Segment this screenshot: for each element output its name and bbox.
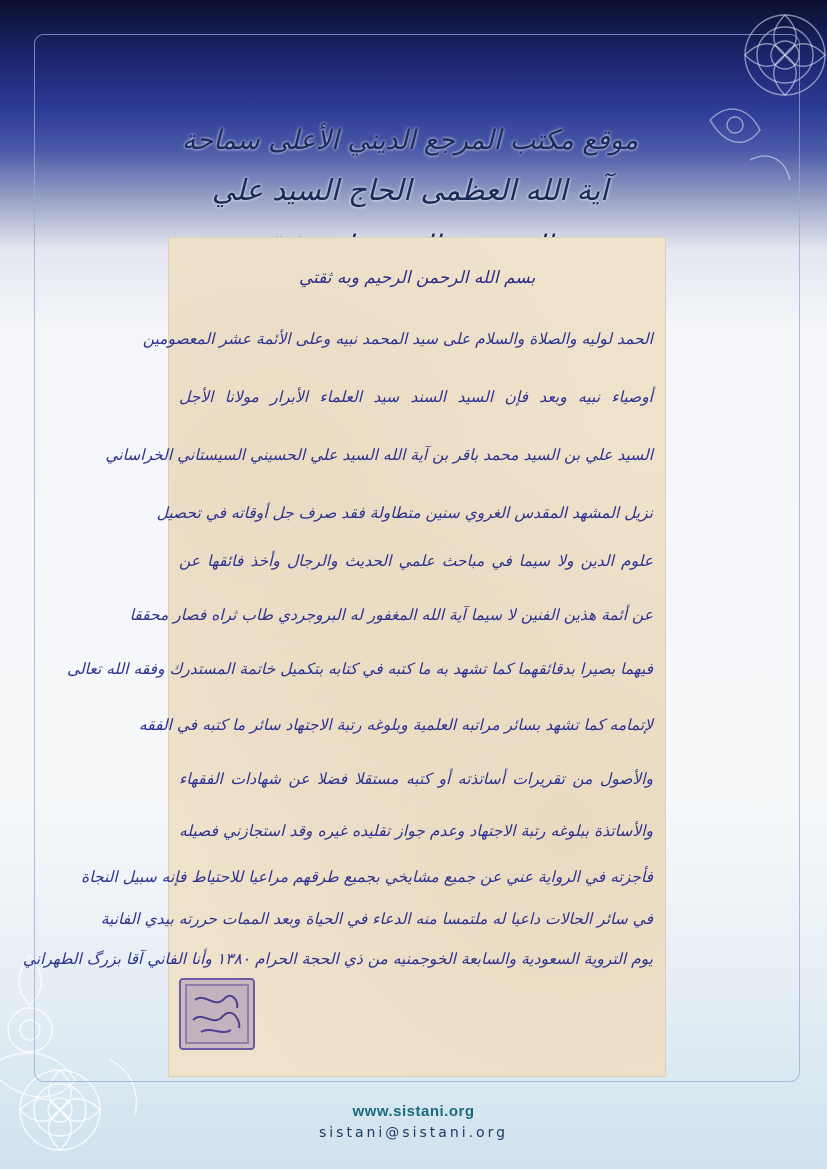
letter-line: السيد علي بن السيد محمد باقر بن آية الله السيد علي الحسيني السيستاني الخراساني [105, 446, 653, 464]
letter-line: عن أئمة هذين الفنين لا سيما آية الله المغفور له البروجردي طاب ثراه فصار محققا [129, 606, 653, 624]
letter-line: نزيل المشهد المقدس الغروي سنين متطاولة فقد صرف جل أوقاته في تحصيل [156, 504, 653, 522]
letter-line: لإتمامه كما تشهد بسائر مراتبه العلمية وبلوغه رتبة الاجتهاد سائر ما كتبه في الفقه [138, 716, 653, 734]
letter-line: علوم الدين ولا سيما في مباحث علمي الحديث والرجال وأخذ فائقها عن [179, 552, 653, 570]
email-link[interactable]: sistani@sistani.org [318, 1125, 509, 1141]
site-footer [0, 1101, 827, 1143]
header-title-name: آية الله العظمى الحاج السيد علي [211, 173, 609, 207]
ijaza-document-scan [22, 238, 665, 1076]
letter-line: فيهما بصيرا بدقائقهما كما تشهد به ما كتبه في كتابه بتكميل خاتمة المستدرك وفقه الله تعالى [67, 660, 653, 678]
header-title-line1: موقع مكتب المرجع الديني الأعلى سماحة [181, 125, 639, 156]
site-header [160, 118, 660, 228]
letter-line: أوصياء نبيه وبعد فإن السيد السند سيد العلماء الأبرار مولانا الأجل [179, 388, 653, 406]
website-link[interactable]: www.sistani.org [352, 1103, 475, 1120]
basmala-heading: بسم الله الرحمن الرحيم وبه ثقتي [298, 268, 536, 288]
letter-line: يوم التروية السعودية والسابعة الخوجمنيه من ذي الحجة الحرام ١٣٨٠ وأنا الفاني آقا بزرگ الطهراني [22, 950, 653, 968]
seal-stamp-mark [181, 980, 253, 1048]
letter-line: فأجزته في الرواية عني عن جميع مشايخي بجميع طرقهم مراعيا للاحتياط فإنه سبيل النجاة [81, 868, 653, 886]
letter-line: في سائر الحالات داعيا له ملتمسا منه الدعاء في الحياة وبعد الممات حررته بيدي الفانية [100, 910, 653, 928]
letter-line: الحمد لوليه والصلاة والسلام على سيد المحمد نبيه وعلى الأئمة عشر المعصومين [142, 330, 653, 348]
letter-line: والأساتذة ببلوغه رتبة الاجتهاد وعدم جواز تقليده غيره وقد استجازني فصيله [179, 822, 653, 840]
seal-stamp [179, 978, 255, 1050]
letter-line: والأصول من تقريرات أساتذته أو كتبه مستقلا فضلا عن شهادات الفقهاء [179, 770, 653, 788]
